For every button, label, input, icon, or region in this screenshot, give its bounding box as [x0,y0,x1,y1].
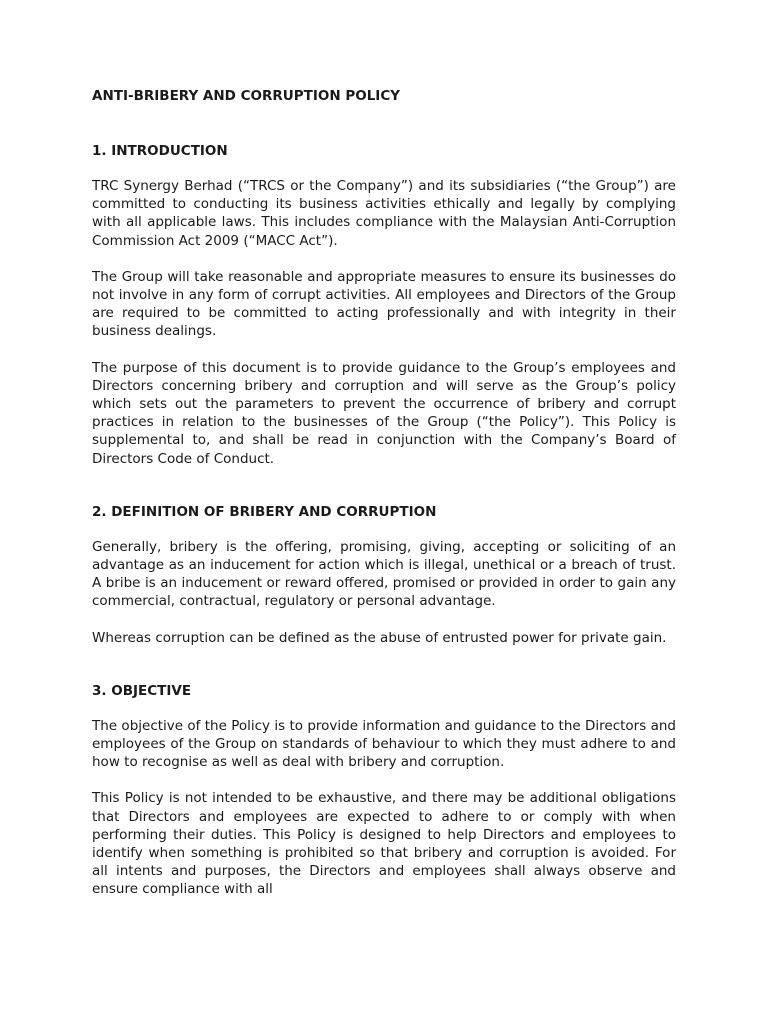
section-heading: 3. OBJECTIVE [92,682,192,699]
paragraph: Whereas corruption can be defined as the abuse of entrusted power for private gain. [92,629,667,646]
paragraph: TRC Synergy Berhad (“TRCS or the Company”) and its subsidiaries (“the Group”) are committed to conducting its business activities ethically and legally by complying with all applicable laws. This includes compliance with the Malaysian Anti-Corruption Commission Act 2009 (“MACC Act”). [92,178,676,249]
section-heading: 2. DEFINITION OF BRIBERY AND CORRUPTION [92,503,437,520]
section-spacer [92,486,676,503]
section-objective [92,682,676,899]
paragraph: The Group will take reasonable and appropriate measures to ensure its businesses do not involve in any form of corrupt activities. All employees and Directors of the Group are required to be committed to acting professionally and with integrity in their business dealings. [92,268,676,340]
section-introduction [92,142,676,468]
section-spacer [92,665,676,682]
paragraph: This Policy is not intended to be exhaustive, and there may be additional obligations that Directors and employees are expected to adhere to or comply with when performing their duties. This Policy is designed to help Directors and employees to identify when something is prohibited so that bribery and corruption is avoided. For all intents and purposes, the Directors and employees shall always observe and ensure compliance with all [92,790,676,898]
section-heading: 1. INTRODUCTION [92,143,228,159]
paragraph: The purpose of this document is to provide guidance to the Group’s employees and Directors concerning bribery and corruption and will serve as the Group’s policy which sets out the parameters to prevent the occurrence of bribery and corrupt practices in relation to the businesses of the Group (“the Policy”). This Policy is supplemental to, and shall be read in conjunction with the Company’s Board of Directors Code of Conduct. [92,359,676,467]
document-title: ANTI-BRIBERY AND CORRUPTION POLICY [92,88,401,104]
paragraph: Generally, bribery is the offering, promising, giving, accepting or soliciting of an advantage as an inducement for action which is illegal, unethical or a breach of trust. A bribe is an inducement or reward offered, promised or provided in order to gain any commercial, contractual, regulatory or personal advantage. [92,538,676,610]
section-definition [92,503,676,647]
paragraph: The objective of the Policy is to provide information and guidance to the Directors and employees of the Group on standards of behaviour to which they must adhere to and how to recognise as well as deal with bribery and corruption. [92,717,676,771]
